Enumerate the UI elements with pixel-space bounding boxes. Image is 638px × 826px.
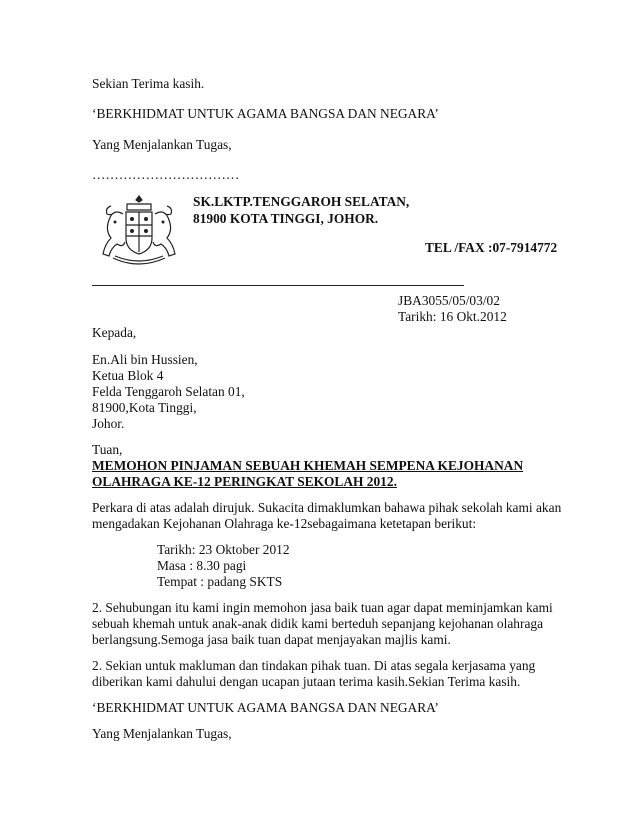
- school-name: SK.LKTP.TENGGAROH SELATAN,: [193, 194, 410, 209]
- event-time: Masa : 8.30 pagi: [157, 558, 247, 573]
- paragraph-2-line-3: berlangsung.Semoga jasa baik tuan dapat menjayakan majlis kami.: [92, 632, 451, 647]
- intro-line-2: mengadakan Kejohanan Olahraga ke-12sebagaimana ketetapan berikut:: [92, 516, 477, 531]
- recipient-line: 81900,Kota Tinggi,: [92, 400, 197, 415]
- recipient-line: Felda Tenggaroh Selatan 01,: [92, 384, 245, 399]
- paragraph-3-line-2: diberikan kami dahului dengan ucapan jutaan terima kasih.Sekian Terima kasih.: [92, 674, 521, 689]
- motto-text-bottom: ‘BERKHIDMAT UNTUK AGAMA BANGSA DAN NEGARA’: [92, 700, 439, 715]
- recipient-line: Ketua Blok 4: [92, 368, 164, 383]
- coat-of-arms-icon: [93, 192, 185, 268]
- subject-line-2: OLAHRAGA KE-12 PERINGKAT SEKOLAH 2012.: [92, 474, 397, 489]
- recipient-line: En.Ali bin Hussien,: [92, 352, 198, 367]
- motto-text: ‘BERKHIDMAT UNTUK AGAMA BANGSA DAN NEGARA’: [92, 106, 439, 121]
- kepada-label: Kepada,: [92, 325, 137, 340]
- letterhead-divider: [92, 285, 464, 286]
- event-venue: Tempat : padang SKTS: [157, 574, 283, 589]
- letter-date: Tarikh: 16 Okt.2012: [398, 309, 507, 324]
- tel-fax: TEL /FAX :07-7914772: [425, 240, 558, 255]
- paragraph-2-line-2: sebuah khemah untuk anak-anak didik kami berteduh sepanjang kejohanan olahraga: [92, 616, 544, 631]
- event-date: Tarikh: 23 Oktober 2012: [157, 542, 290, 557]
- salutation: Tuan,: [92, 442, 123, 457]
- reference-number: JBA3055/05/03/02: [398, 293, 500, 308]
- paragraph-2-line-1: 2. Sehubungan itu kami ingin memohon jasa baik tuan agar dapat meminjamkan kami: [92, 600, 553, 615]
- paragraph-3-line-1: 2. Sekian untuk makluman dan tindakan pihak tuan. Di atas segala kerjasama yang: [92, 658, 536, 673]
- subject-line-1: MEMOHON PINJAMAN SEBUAH KHEMAH SEMPENA KEJOHANAN: [92, 458, 524, 473]
- servant-text: Yang Menjalankan Tugas,: [92, 137, 232, 152]
- signature-dots: ……………………………: [92, 167, 240, 182]
- school-address: 81900 KOTA TINGGI, JOHOR.: [193, 211, 379, 226]
- closing-text: Sekian Terima kasih.: [92, 76, 205, 91]
- servant-text-bottom: Yang Menjalankan Tugas,: [92, 726, 232, 741]
- intro-line-1: Perkara di atas adalah dirujuk. Sukacita dimaklumkan bahawa pihak sekolah kami akan: [92, 500, 562, 515]
- recipient-line: Johor.: [92, 416, 125, 431]
